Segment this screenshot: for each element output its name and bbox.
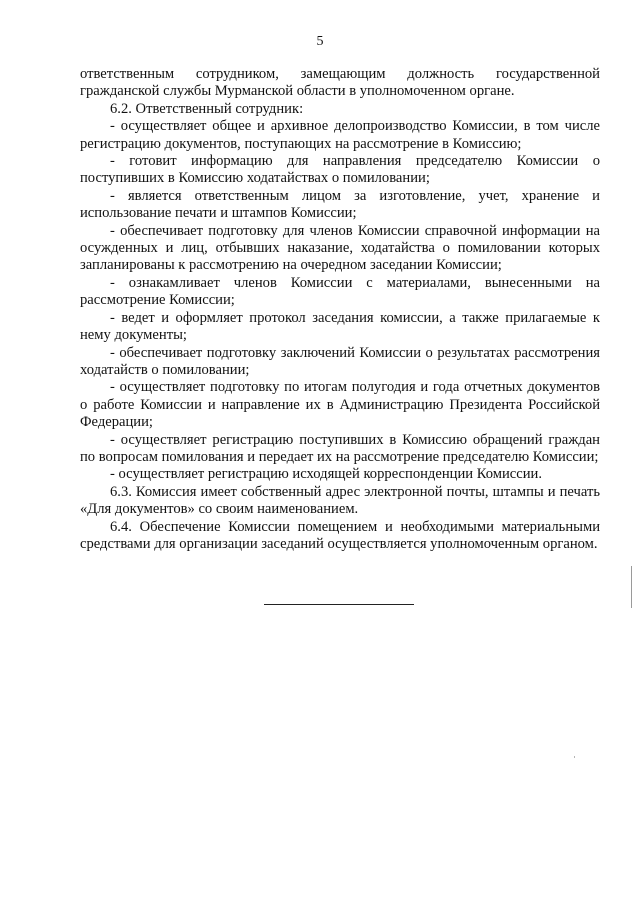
- scan-speck: [574, 756, 575, 758]
- section-6-2-heading: 6.2. Ответственный сотрудник:: [110, 100, 304, 117]
- duty-item: - осуществляет регистрацию поступивших в Комиссию обращений граждан по вопросам помилования и передает их на рассмотрение председателю Комиссии;: [80, 431, 600, 465]
- paragraph-continuation: ответственным сотрудником, замещающим должность государственной гражданской службы Мурманской области в уполномоченном органе.: [80, 66, 600, 100]
- duty-item: - осуществляет подготовку по итогам полугодия и года отчетных документов о работе Комиссии и направление их в Администрацию Президента Российской Федерации;: [80, 379, 600, 431]
- document-body: [80, 66, 600, 553]
- duty-item: - является ответственным лицом за изготовление, учет, хранение и использование печати и штампов Комиссии;: [80, 187, 600, 222]
- section-6-3-paragraph: 6.3. Комиссия имеет собственный адрес электронной почты, штампы и печать «Для документов» со своим наименованием.: [80, 483, 600, 518]
- page-number: 5: [316, 34, 324, 49]
- duty-item: - готовит информацию для направления председателю Комиссии о поступивших в Комиссию ходатайствах о помиловании;: [80, 153, 600, 187]
- duty-item: - обеспечивает подготовку заключений Комиссии о результатах рассмотрения ходатайств о помиловании;: [80, 344, 600, 378]
- duty-item: - осуществляет общее и архивное делопроизводство Комиссии, в том числе регистрацию документов, поступающих на рассмотрение в Комиссию;: [80, 118, 600, 152]
- duty-item: - осуществляет регистрацию исходящей корреспонденции Комиссии.: [110, 466, 543, 483]
- section-6-4-paragraph: 6.4. Обеспечение Комиссии помещением и необходимыми материальными средствами для организации заседаний осуществляется уполномоченным органом.: [80, 518, 600, 552]
- duty-item: - обеспечивает подготовку для членов Комиссии справочной информации на осужденных и лиц, отбывших наказание, ходатайства о помиловании которых запланированы к рассмотрению на очередном заседании Комиссии;: [80, 222, 600, 274]
- end-of-document-rule: [264, 604, 414, 605]
- duty-item: - ведет и оформляет протокол заседания комиссии, а также прилагаемые к нему документы;: [80, 309, 600, 344]
- duty-item: - ознакамливает членов Комиссии с материалами, вынесенными на рассмотрение Комиссии;: [80, 274, 600, 309]
- scan-edge-mark: [631, 566, 632, 608]
